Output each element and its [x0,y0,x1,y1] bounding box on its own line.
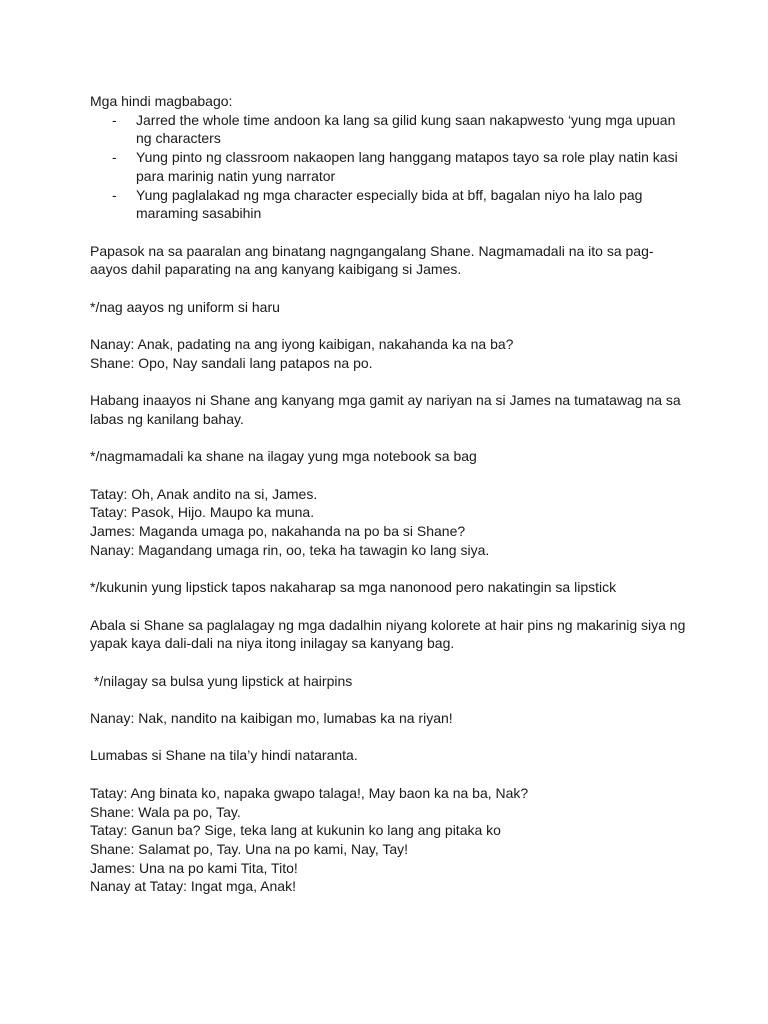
dialogue-line: Nanay: Nak, nandito na kaibigan mo, lumabas ka na riyan! [90,710,453,727]
stage-direction: */nagmamadali ka shane na ilagay yung mga notebook sa bag [90,448,477,465]
narration-paragraph: Habang inaayos ni Shane ang kanyang mga gamit ay nariyan na si James na tumatawag na sa labas ng kanilang bahay. [90,392,681,427]
dialogue-line: Shane: Salamat po, Tay. Una na po kami, Nay, Tay! [90,840,409,857]
dialogue-line: Tatay: Ganun ba? Sige, teka lang at kukunin ko lang ang pitaka ko [90,822,501,839]
narration-paragraph: Papasok na sa paaralan ang binatang nagngangalang Shane. Nagmamadali na ito sa pag-aayos dahil paparating na ang kanyang kaibigang si James. [90,242,654,278]
dialogue-line: Nanay at Tatay: Ingat mga, Anak! [90,878,296,895]
intro-heading: Mga hindi magbabago: [90,93,233,109]
bullet-marker: - [112,186,117,203]
intro-item-text: Yung paglalakad ng mga character especially bida at bff, bagalan niyo ha lalo pag maraming sasabihin [136,186,643,222]
intro-list [90,111,690,223]
dialogue-line: Nanay: Magandang umaga rin, oo, teka ha tawagin ko lang siya. [90,541,490,558]
dialogue-line: Shane: Opo, Nay sandali lang patapos na po. [90,354,373,371]
stage-direction: */nag aayos ng uniform si haru [90,298,280,315]
narration-paragraph: Abala si Shane sa paglalagay ng mga dadalhin niyang kolorete at hair pins ng makarinig siya ng yapak kaya dali-dali na niya itong inilagay sa kanyang bag. [90,616,686,652]
bullet-marker: - [112,111,117,128]
bullet-marker: - [112,149,117,166]
intro-list-item [90,148,690,185]
intro-list-item [90,186,690,223]
dialogue-line: Shane: Wala pa po, Tay. [90,803,241,820]
narration-paragraph: Lumabas si Shane na tila’y hindi nataranta. [90,747,358,764]
dialogue-line: Nanay: Anak, padating na ang iyong kaibigan, nakahanda ka na ba? [90,336,514,353]
document-page [90,92,690,896]
stage-direction: */kukunin yung lipstick tapos nakaharap sa mga nanonood pero nakatingin sa lipstick [90,579,617,596]
stage-direction: */nilagay sa bulsa yung lipstick at hairpins [90,672,353,689]
intro-item-text: Jarred the whole time andoon ka lang sa gilid kung saan nakapwesto ‘yung mga upuan ng characters [136,111,676,147]
intro-item-text: Yung pinto ng classroom nakaopen lang hanggang matapos tayo sa role play natin kasi para marinig natin yung narrator [136,149,678,184]
dialogue-line: James: Maganda umaga po, nakahanda na po ba si Shane? [90,523,466,540]
intro-list-item [90,111,690,148]
dialogue-line: Tatay: Ang binata ko, napaka gwapo talaga!, May baon ka na ba, Nak? [90,784,529,801]
dialogue-line: James: Una na po kami Tita, Tito! [90,859,298,876]
dialogue-line: Tatay: Oh, Anak andito na si, James. [90,485,318,502]
dialogue-line: Tatay: Pasok, Hijo. Maupo ka muna. [90,504,315,521]
